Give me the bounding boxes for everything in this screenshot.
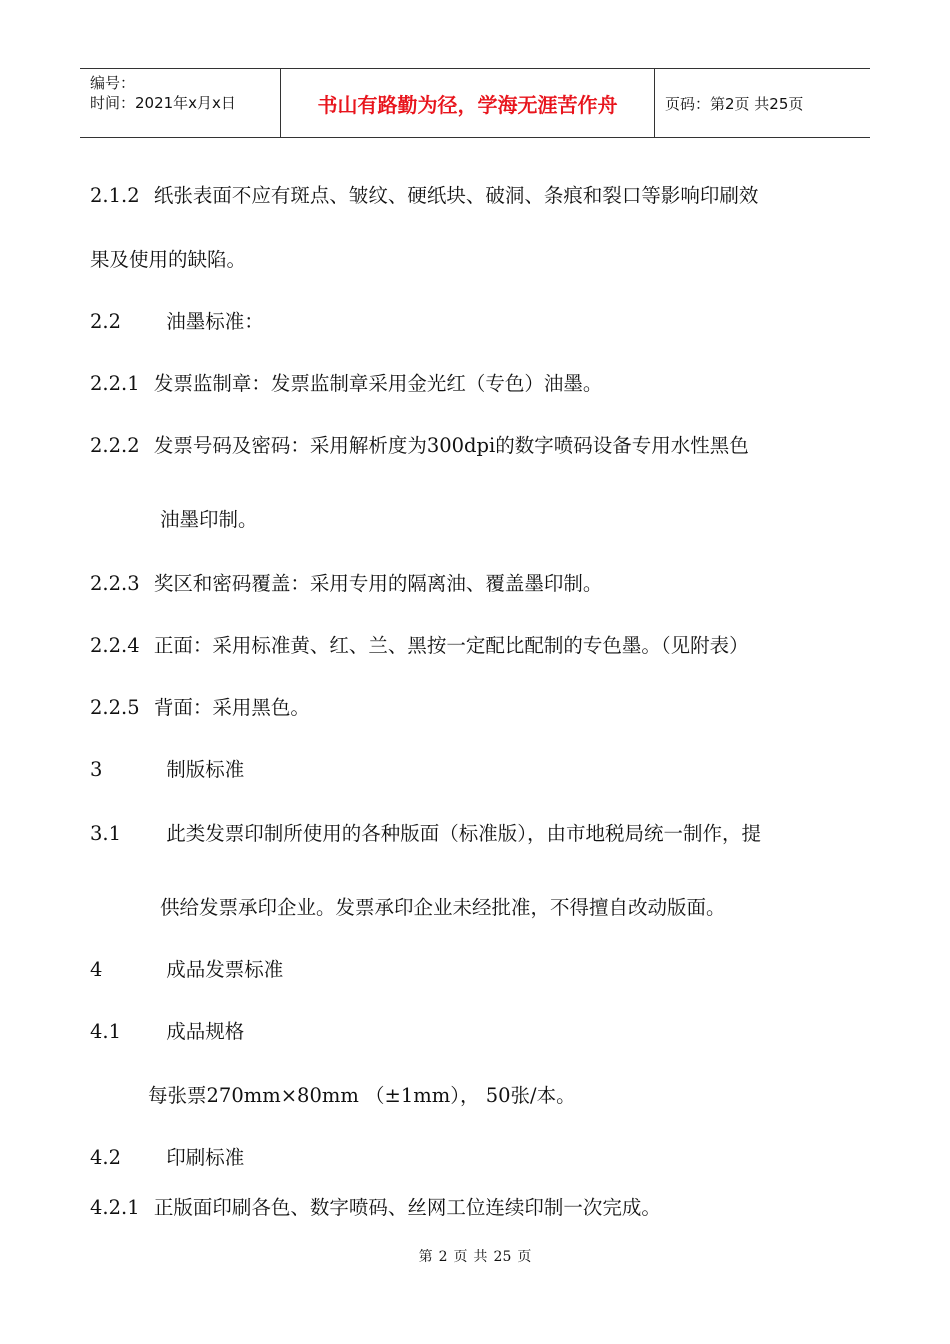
text-line	[90, 568, 602, 596]
document-date: 时间：2021年x月x日	[90, 94, 236, 112]
text-line	[90, 180, 758, 208]
footer-total-number: 25	[493, 1249, 512, 1265]
text-line	[90, 692, 310, 720]
section-number: 4.1	[90, 1020, 122, 1043]
line-text: 背面：采用黑色。	[153, 696, 310, 719]
section-number: 4	[90, 958, 103, 981]
section-number: 2.2.5	[90, 696, 140, 719]
text-line	[160, 504, 258, 532]
section-number: 4.2.1	[90, 1196, 140, 1219]
text-line	[90, 818, 761, 846]
line-text: 油墨印制。	[160, 508, 258, 531]
text-line	[148, 1080, 576, 1108]
text-line	[90, 954, 283, 982]
section-number: 2.1.2	[90, 184, 140, 207]
line-text: 果及使用的缺陷。	[90, 248, 247, 271]
line-text: 发票监制章：发票监制章采用金光红（专色）油墨。	[153, 372, 603, 395]
line-text: 供给发票承印企业。发票承印企业未经批准，不得擅自改动版面。	[160, 896, 726, 919]
text-line	[90, 754, 244, 782]
text-line	[90, 1016, 244, 1044]
page-footer	[0, 1246, 950, 1266]
document-number: 编号：	[90, 74, 136, 92]
footer-total-word: 共	[473, 1249, 488, 1265]
line-text: 发票号码及密码：采用解析度为300dpi的数字喷码设备专用水性黑色	[153, 434, 749, 457]
footer-total-unit: 页	[517, 1249, 532, 1265]
header-meta	[80, 69, 281, 137]
line-text: 正面：采用标准黄、红、兰、黑按一定配比配制的专色墨。（见附表）	[153, 634, 749, 657]
line-text: 正版面印刷各色、数字喷码、丝网工位连续印制一次完成。	[153, 1196, 661, 1219]
text-line	[90, 244, 246, 272]
section-number: 2.2.2	[90, 434, 140, 457]
section-number: 4.2	[90, 1146, 122, 1169]
text-line	[90, 430, 749, 458]
page-header	[80, 68, 870, 138]
text-line	[90, 1142, 244, 1170]
section-number: 3.1	[90, 822, 122, 845]
line-text: 奖区和密码覆盖：采用专用的隔离油、覆盖墨印制。	[153, 572, 603, 595]
footer-page-number: 2	[438, 1249, 448, 1265]
footer-page-unit: 页	[453, 1249, 468, 1265]
line-text: 每张票270mm×80mm （±1mm）， 50张/本。	[148, 1084, 576, 1107]
section-number: 2.2	[90, 310, 122, 333]
footer-page-word: 第	[418, 1249, 433, 1265]
section-number: 2.2.3	[90, 572, 140, 595]
text-line	[90, 368, 602, 396]
line-text: 成品发票标准	[166, 958, 284, 981]
text-line	[90, 306, 264, 334]
section-number: 2.2.1	[90, 372, 140, 395]
line-text: 制版标准	[166, 758, 245, 781]
line-text: 印刷标准	[166, 1146, 245, 1169]
text-line	[90, 1192, 661, 1220]
header-page-info: 页码：第2页 共25页	[665, 94, 804, 113]
header-motto: 书山有路勤为径，学海无涯苦作舟	[281, 69, 655, 137]
section-number: 2.2.4	[90, 634, 140, 657]
line-text: 油墨标准：	[166, 310, 264, 333]
line-text: 此类发票印制所使用的各种版面（标准版），由市地税局统一制作，提	[166, 822, 761, 845]
section-number: 3	[90, 758, 103, 781]
line-text: 纸张表面不应有斑点、皱纹、硬纸块、破洞、条痕和裂口等影响印刷效	[153, 184, 759, 207]
text-line	[160, 892, 726, 920]
line-text: 成品规格	[166, 1020, 245, 1043]
text-line	[90, 630, 749, 658]
